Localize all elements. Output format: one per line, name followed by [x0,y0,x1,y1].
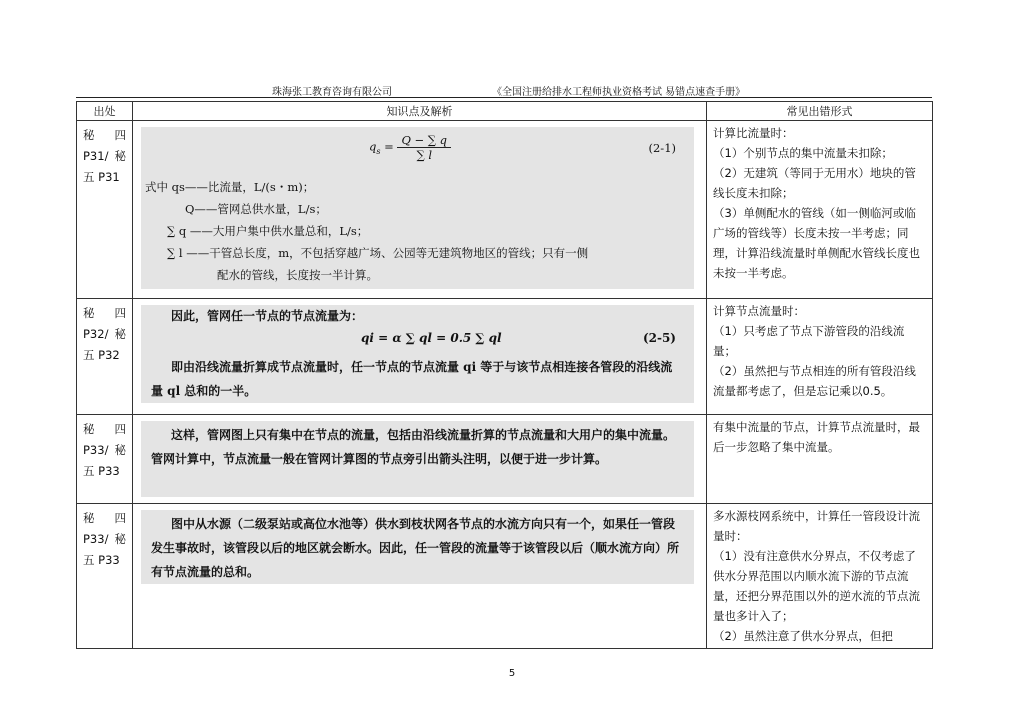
source-line: 秘 四 [83,128,126,142]
error-line: （1）个别节点的集中流量未扣除； [713,146,893,160]
source-cell [77,415,133,504]
excerpt-paragraph: 图中从水源（二级泵站或高位水池等）供水到枝状网各节点的水流方向只有一个，如果任一管段发生事故时，该管段以后的地区就会断水。因此，任一管段的流量等于该管段以后（顺水流方向）所有节点流量的总和。 [151,517,680,579]
page-number: 5 [508,668,516,679]
table-header-row [77,102,933,121]
error-line: 多水源枝网系统中，计算任一管段设计流量时： [713,509,920,543]
header-company: 珠海张工教育咨询有限公司 [272,87,392,98]
errors-cell [707,504,933,649]
definition-line: 式中 qs——比流量，L/(s・m)； [145,180,315,194]
formula-2-1: $q_s$ = $\frac{Q - \sum q}{\sum l}$ [369,133,451,162]
error-line: （1）只考虑了节点下游管段的沿线流量； [713,324,905,358]
source-cell [77,504,133,649]
errors-cell [707,299,933,415]
source-line: 五 P32 [83,348,120,362]
textbook-excerpt [141,305,694,403]
error-line: （1）没有注意供水分界点，不仅考虑了供水分界范围以内顺水流下游的节点流量，还把分界范围以外的逆水流的节点流量也多计入了； [713,549,920,623]
excerpt-intro: 因此，管网任一节点的节点流量为： [171,309,364,323]
errors-cell [707,415,933,504]
header-rule [76,97,932,98]
equation-number: (2-5) [642,331,676,345]
error-line: 计算比流量时： [713,126,794,140]
source-line: 五 P33 [83,553,120,567]
column-header-knowledge: 知识点及解析 [133,102,707,121]
knowledge-cell [133,299,707,415]
source-line: P31/ 秘 [83,149,126,163]
table-row [77,415,933,504]
definition-line: Q——管网总供水量，L/s； [185,202,327,216]
textbook-excerpt [141,421,694,497]
column-header-source: 出处 [77,102,133,121]
formula-2-5: qi = α ∑ ql = 0.5 ∑ ql [361,331,502,345]
source-cell [77,121,133,299]
knowledge-cell [133,504,707,649]
source-line: P33/ 秘 [83,532,126,546]
textbook-excerpt [141,510,694,584]
errata-table [76,101,933,649]
error-line: （2）无建筑（等同于无用水）地块的管线长度未扣除； [713,166,916,200]
source-line: P33/ 秘 [83,443,126,457]
header-book-title: 《全国注册给排水工程师执业资格考试 易错点速查手册》 [492,87,746,98]
error-line: （3）单侧配水的管线（如一侧临河或临广场的管线等）长度未按一半考虑；同理，计算沿线流量时单侧配水管线长度也未按一半考虑。 [713,206,920,280]
excerpt-paragraph: 即由沿线流量折算成节点流量时，任一节点的节点流量 qi 等于与该节点相连接各管段的沿线流量 ql 总和的一半。 [151,360,673,398]
source-line: 五 P31 [83,170,120,184]
source-cell [77,299,133,415]
error-line: 计算节点流量时： [713,304,805,318]
knowledge-cell [133,121,707,299]
source-line: 五 P33 [83,464,120,478]
definition-line: ∑ l ——干管总长度，m，不包括穿越广场、公园等无建筑物地区的管线；只有一侧 [167,246,589,260]
definition-line: ∑ q ——大用户集中供水量总和，L/s； [167,224,369,238]
error-line: （2）虽然把与节点相连的所有管段沿线流量都考虑了，但是忘记乘以0.5。 [713,364,916,398]
definition-line: 配水的管线，长度按一半计算。 [217,268,378,282]
error-line: 有集中流量的节点，计算节点流量时，最后一步忽略了集中流量。 [713,420,920,454]
textbook-excerpt [141,127,694,289]
table-row [77,504,933,649]
formula-fraction: $\frac{Q - \sum q}{\sum l}$ [397,133,451,162]
source-line: 秘 四 [83,422,126,436]
source-line: P32/ 秘 [83,327,126,341]
source-line: 秘 四 [83,511,126,525]
error-line: （2）虽然注意了供水分界点，但把 [713,629,893,643]
errors-cell [707,121,933,299]
column-header-errors: 常见出错形式 [707,102,933,121]
equation-number: (2-1) [648,141,676,155]
table-row [77,299,933,415]
source-line: 秘 四 [83,306,126,320]
page-header [76,80,932,96]
table-row [77,121,933,299]
knowledge-cell [133,415,707,504]
excerpt-paragraph: 这样，管网图上只有集中在节点的流量，包括由沿线流量折算的节点流量和大用户的集中流量。管网计算中，节点流量一般在管网计算图的节点旁引出箭头注明，以便于进一步计算。 [151,428,676,466]
